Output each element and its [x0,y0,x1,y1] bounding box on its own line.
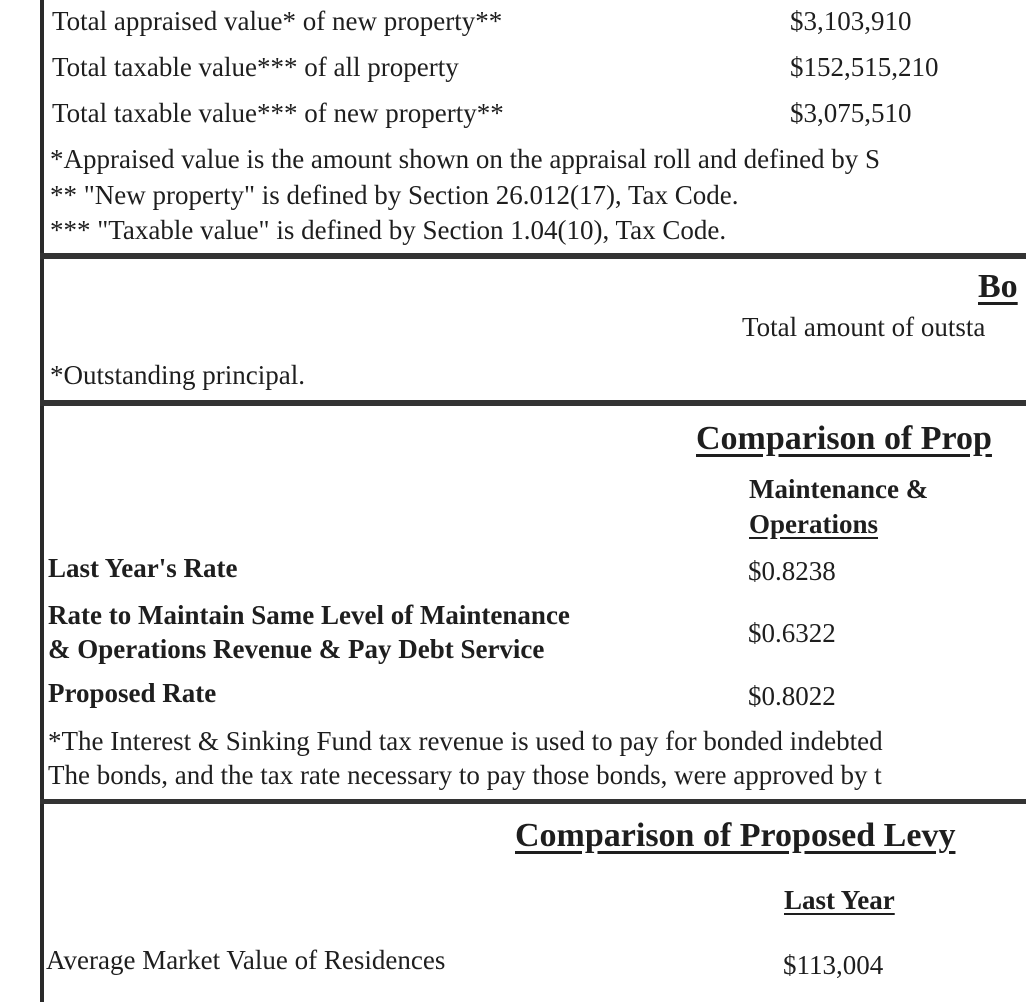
total-outstanding-label: Total amount of outsta [742,312,986,342]
section-heading: Comparison of Proposed Levy [515,817,956,854]
column-header: Maintenance & [749,474,929,504]
section-divider [40,253,1026,259]
section-heading: Bo [978,268,1018,305]
levy-value: $113,004 [783,950,884,980]
row-value: $3,103,910 [790,6,912,36]
footnote: ** "New property" is defined by Section 26.012(17), Tax Code. [50,180,739,210]
levy-label: Average Market Value of Residences [46,945,446,975]
footnote: *Appraised value is the amount shown on the appraisal roll and defined by S [50,144,881,174]
rate-value: $0.6322 [748,618,836,648]
rate-label: & Operations Revenue & Pay Debt Service [48,634,545,664]
rate-label: Proposed Rate [48,678,217,708]
rate-label: Rate to Maintain Same Level of Maintenance [48,600,570,630]
rate-value: $0.8022 [748,681,836,711]
column-header: Operations [749,509,879,539]
section-divider [40,799,1026,804]
footnote: The bonds, and the tax rate necessary to pay those bonds, were approved by t [48,760,882,790]
footnote: *The Interest & Sinking Fund tax revenue is used to pay for bonded indebted [48,726,883,756]
row-label: Total appraised value* of new property** [52,6,503,36]
section-heading: Comparison of Prop [696,420,992,457]
row-label: Total taxable value*** of new property** [52,98,504,128]
rate-value: $0.8238 [748,556,836,586]
footnote: *Outstanding principal. [50,360,305,390]
row-value: $3,075,510 [790,98,912,128]
column-header: Last Year [784,885,895,915]
section-divider [40,400,1026,406]
rate-label: Last Year's Rate [48,553,238,583]
row-value: $152,515,210 [790,52,939,82]
row-label: Total taxable value*** of all property [52,52,459,82]
footnote: *** "Taxable value" is defined by Section 1.04(10), Tax Code. [50,215,727,245]
left-border [40,0,44,1002]
